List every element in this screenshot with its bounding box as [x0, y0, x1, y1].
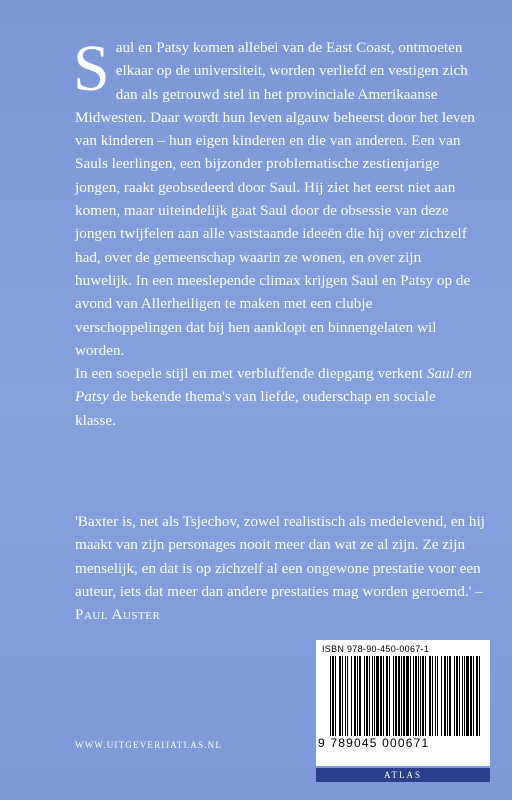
barcode-bar	[464, 656, 465, 736]
quote-author: Paul Auster	[75, 606, 161, 624]
barcode-bar	[479, 656, 480, 736]
synopsis-closing-paragraph: In een soepele stijl en met verbluffende diepgang verkent Saul en Patsy de bekende thema's van liefde, ouderschap en sociale klasse.	[75, 365, 472, 429]
drop-cap: S	[73, 32, 110, 105]
ean-digits: 9 789045 000671	[318, 736, 430, 750]
barcode-bar	[437, 656, 438, 736]
barcode-bar	[429, 656, 431, 736]
book-title: Saul en Patsy	[75, 365, 472, 406]
barcode-bar	[420, 656, 421, 736]
barcode-bar	[406, 656, 409, 736]
barcode-bar	[351, 656, 352, 736]
barcode	[316, 640, 490, 766]
quote-text: 'Baxter is, net als Tsjechov, zowel realistisch als medelevend, en hij maakt van zijn personages nooit meer dan wat ze al zijn. Ze zijn menselijk, en dat is op zichzelf al een ongewone prestatie voor een auteur, iets dat meer dan andere prestaties mag worden geroemd.'	[75, 513, 485, 600]
isbn-label: ISBN 978-90-450-0067-1	[322, 644, 430, 654]
barcode-bar	[376, 656, 379, 736]
barcode-bar	[347, 656, 348, 736]
barcode-bar	[330, 656, 331, 736]
barcode-bar	[357, 656, 358, 736]
barcode-bar	[332, 656, 334, 736]
barcode-bar	[473, 656, 474, 736]
barcode-bar	[374, 656, 375, 736]
barcode-bar	[415, 656, 417, 736]
barcode-bar	[476, 656, 478, 736]
barcode-bar	[342, 656, 343, 736]
barcode-bar	[462, 656, 463, 736]
publisher-logo: ATLAS	[316, 768, 490, 782]
barcode-bar	[369, 656, 370, 736]
barcode-bar	[380, 656, 382, 736]
barcode-bar	[366, 656, 368, 736]
barcode-bar	[339, 656, 341, 736]
barcode-bar	[386, 656, 388, 736]
barcode-bar	[335, 656, 336, 736]
review-quote: 'Baxter is, net als Tsjechov, zowel realistisch als medelevend, en hij maakt van zijn personages nooit meer dan wat ze al zijn. Ze zijn menselijk, en dat is op zichzelf al een ongewone prestatie voor een auteur, iets dat meer dan andere prestaties mag worden geroemd.' – Paul Auster	[75, 513, 485, 624]
barcode-bar	[435, 656, 436, 736]
barcode-bar	[372, 656, 373, 736]
barcode-bar	[389, 656, 390, 736]
barcode-bar	[403, 656, 405, 736]
barcode-bar	[410, 656, 411, 736]
barcode-bar	[395, 656, 397, 736]
publisher-website: WWW.UITGEVERIJATLAS.NL	[75, 740, 223, 750]
barcode-bar	[422, 656, 424, 736]
barcode-bar	[354, 656, 356, 736]
barcode-bar	[401, 656, 402, 736]
barcode-bar	[432, 656, 433, 736]
barcode-bar	[444, 656, 446, 736]
barcode-bar	[454, 656, 455, 736]
barcode-bar	[383, 656, 384, 736]
barcode-bar	[470, 656, 472, 736]
barcode-bar	[466, 656, 469, 736]
barcode-bar	[447, 656, 448, 736]
barcode-bar	[418, 656, 419, 736]
barcode-bars	[330, 656, 480, 736]
synopsis	[73, 32, 475, 432]
synopsis-paragraph: aul en Patsy komen allebei van de East Coast, ontmoeten elkaar op de universiteit, worden verliefd en vestigen zich dan als getrouwd stel in het provinciale Amerikaanse Midwesten. Daar wordt hun leven algauw beheerst door het leven van kinderen – hun eigen kinderen en die van anderen. Een van Sauls leerlingen, een bijzonder problematische zestienjarige jongen, raakt geobsedeerd door Saul. Hij ziet het eerst niet aan komen, maar uiteindelijk gaat Saul door de obsessie van deze jongen twijfelen aan alle vaststaande ideeën die hij over zichzelf had, over de gemeenschap waarin ze wonen, en over zijn huwelijk. In een meeslepende climax krijgen Saul en Patsy op de avond van Allerheiligen te maken met een clubje verschoppelingen dat bij hen aanklopt en binnengelaten wil worden.	[75, 39, 475, 359]
barcode-bar	[345, 656, 346, 736]
barcode-bar	[456, 656, 458, 736]
barcode-bar	[459, 656, 460, 736]
barcode-bar	[413, 656, 414, 736]
barcode-bar	[364, 656, 365, 736]
barcode-bar	[449, 656, 451, 736]
barcode-bar	[441, 656, 442, 736]
barcode-bar	[425, 656, 426, 736]
barcode-bar	[359, 656, 361, 736]
barcode-bar	[393, 656, 394, 736]
barcode-bar	[398, 656, 400, 736]
